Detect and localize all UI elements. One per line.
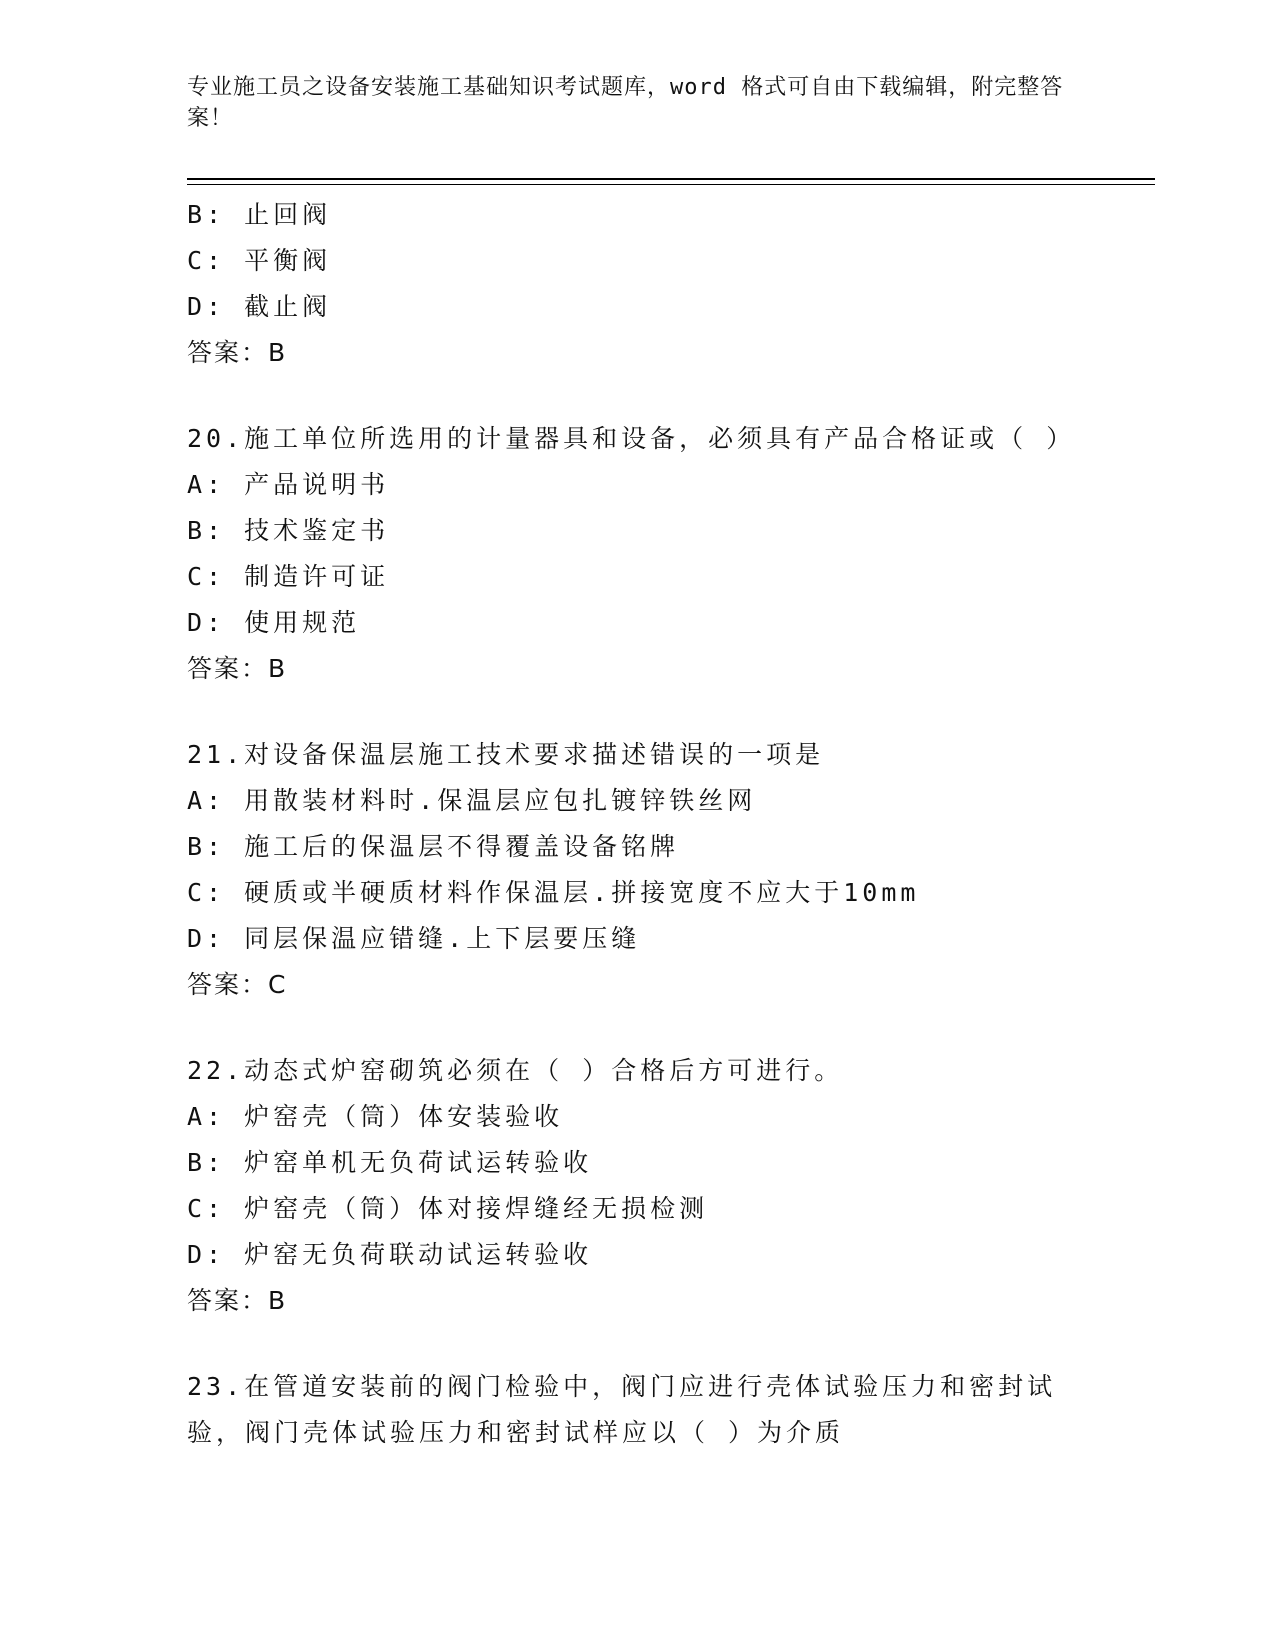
option-key: D: [187,608,226,637]
option-c [187,238,1155,284]
question-stem: 21.对设备保温层施工技术要求描述错误的一项是 [187,740,825,769]
option-c [187,870,1155,916]
question-22 [187,1048,1155,1324]
option-c [187,1186,1155,1232]
option-key: B: [187,832,226,861]
question-stem: 20.施工单位所选用的计量器具和设备，必须具有产品合格证或（ ） [187,424,1076,453]
question-list [187,192,1155,1456]
question-stem: 22.动态式炉窑砌筑必须在（ ）合格后方可进行。 [187,1056,844,1085]
option-text: 炉窑壳（筒）体对接焊缝经无损检测 [244,1194,709,1223]
question-19-tail [187,192,1155,376]
option-text: 炉窑无负荷联动试运转验收 [244,1240,593,1269]
option-key: D: [187,1240,226,1269]
option-key: C: [187,1194,226,1223]
option-text: 制造许可证 [244,562,390,591]
answer: 答案：C [187,970,288,999]
option-text: 止回阀 [244,200,332,229]
option-key: D: [187,292,226,321]
option-d [187,1232,1155,1278]
option-b [187,824,1155,870]
document-header: 专业施工员之设备安装施工基础知识考试题库，word 格式可自由下载编辑，附完整答案！ [187,75,1064,131]
header-rule-thick [187,178,1155,180]
option-key: C: [187,246,226,275]
option-text: 施工后的保温层不得覆盖设备铭牌 [244,832,680,861]
option-text: 使用规范 [244,608,361,637]
option-key: D: [187,924,226,953]
option-d [187,284,1155,330]
option-a [187,778,1155,824]
option-c [187,554,1155,600]
answer: 答案：B [187,654,288,683]
option-d [187,600,1155,646]
question-23 [187,1364,1155,1456]
question-21 [187,732,1155,1008]
question-20 [187,416,1155,692]
answer: 答案：B [187,338,288,367]
option-text: 产品说明书 [244,470,390,499]
option-key: B: [187,1148,226,1177]
option-text: 炉窑单机无负荷试运转验收 [244,1148,593,1177]
option-text: 炉窑壳（筒）体安装验收 [244,1102,564,1131]
option-text: 硬质或半硬质材料作保温层.拼接宽度不应大于10mm [244,878,920,907]
option-key: C: [187,562,226,591]
option-text: 平衡阀 [244,246,332,275]
option-d [187,916,1155,962]
question-stem: 23.在管道安装前的阀门检验中，阀门应进行壳体试验压力和密封试验，阀门壳体试验压力和密封试样应以（ ）为介质 [187,1372,1057,1447]
option-b [187,192,1155,238]
header-rule-thin [187,184,1155,185]
option-b [187,508,1155,554]
option-key: B: [187,200,226,229]
option-b [187,1140,1155,1186]
option-a [187,1094,1155,1140]
answer: 答案：B [187,1286,288,1315]
option-key: C: [187,878,226,907]
option-key: A: [187,786,226,815]
option-text: 截止阀 [244,292,332,321]
option-text: 用散装材料时.保温层应包扎镀锌铁丝网 [244,786,757,815]
option-a [187,462,1155,508]
option-text: 技术鉴定书 [244,516,390,545]
option-key: A: [187,1102,226,1131]
option-key: A: [187,470,226,499]
option-key: B: [187,516,226,545]
option-text: 同层保温应错缝.上下层要压缝 [244,924,641,953]
